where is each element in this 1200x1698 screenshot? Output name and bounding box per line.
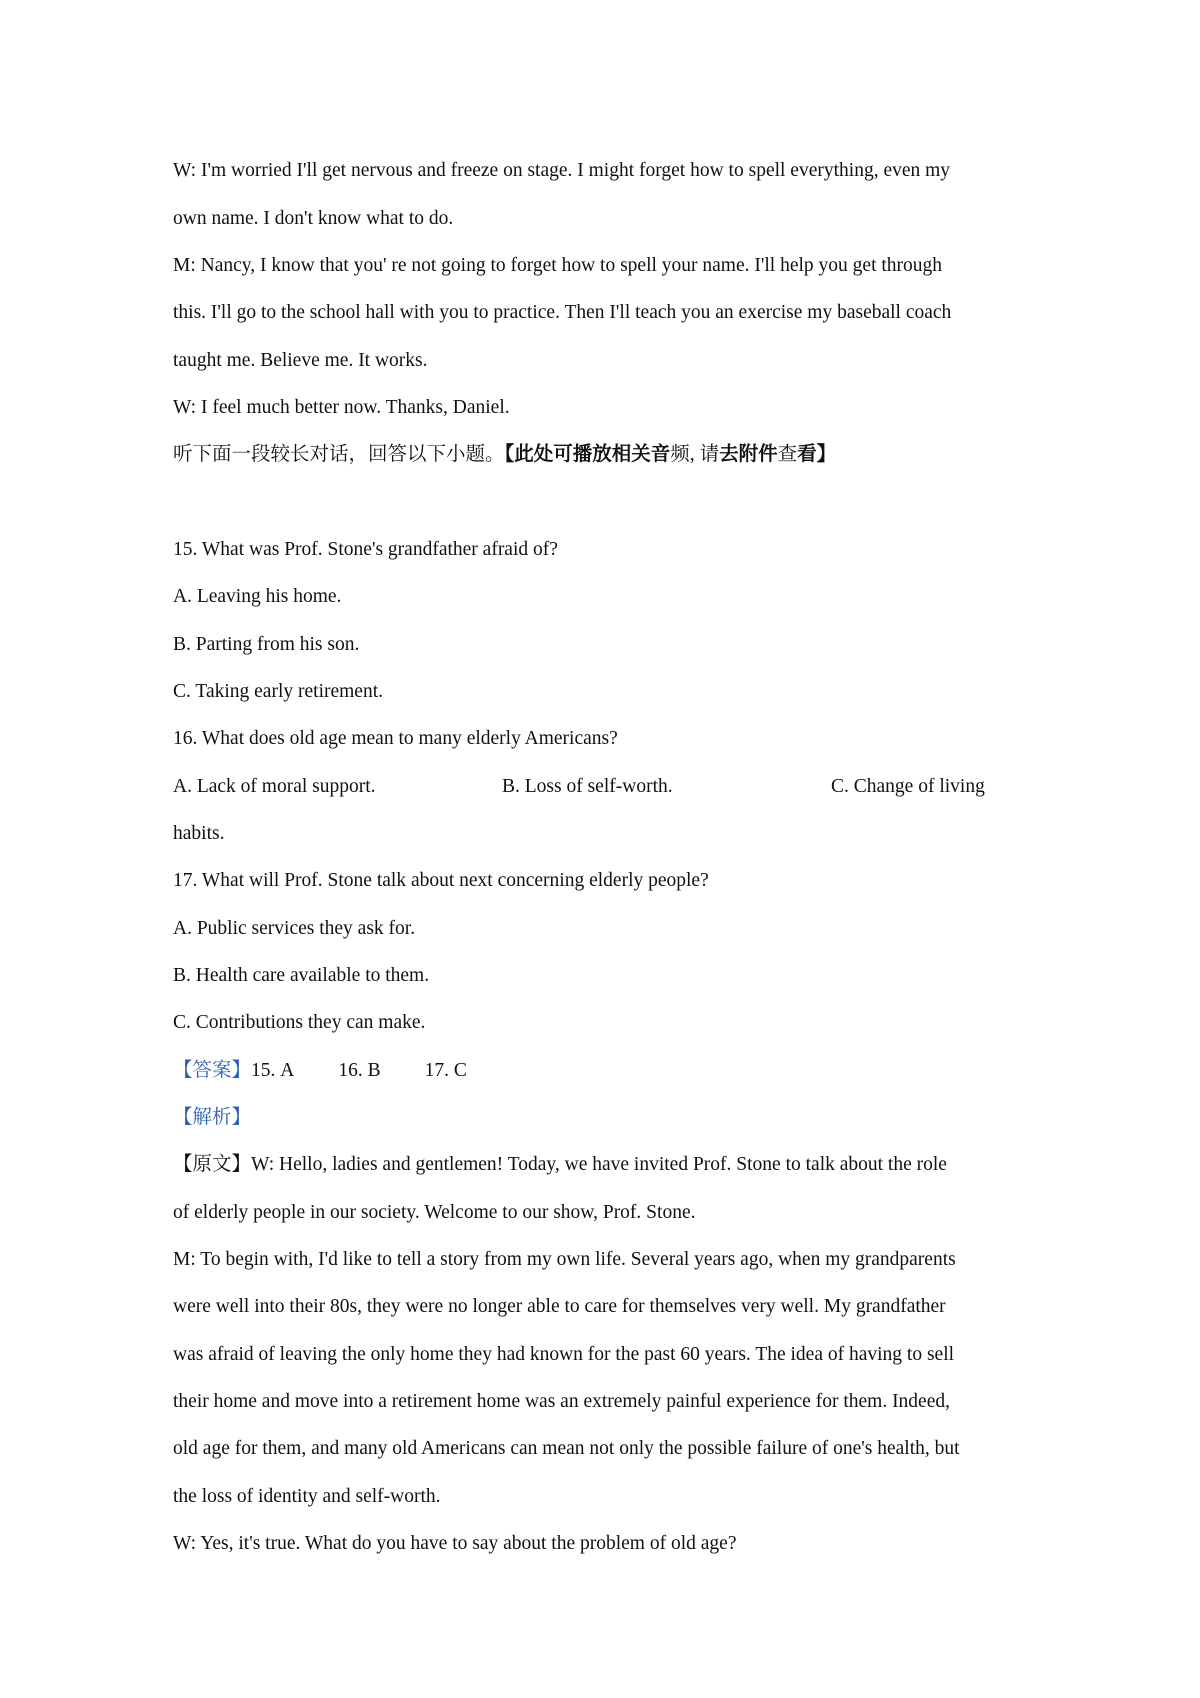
- analysis-label: 【解析】: [173, 1107, 252, 1128]
- question-16-option-a: A. Lack of moral support.: [173, 776, 376, 797]
- question-17-option-a: A. Public services they ask for.: [173, 918, 416, 939]
- answer-label: 【答案】: [173, 1060, 252, 1081]
- transcript-line: were well into their 80s, they were no longer able to care for themselves very well. My grandfather: [173, 1296, 946, 1317]
- transcript-line: was afraid of leaving the only home they had known for the past 60 years. The idea of having to sell: [173, 1344, 955, 1365]
- audio-note-m2: 请: [694, 444, 720, 465]
- question-16-stem: 16. What does old age mean to many elderly Americans?: [173, 728, 618, 749]
- transcript-text: W: Hello, ladies and gentlemen! Today, we have invited Prof. Stone to talk about the role: [251, 1154, 947, 1175]
- answer-line: [173, 1057, 467, 1085]
- question-16-option-b: B. Loss of self-worth.: [502, 776, 673, 797]
- audio-note-b3: 看】: [797, 444, 837, 465]
- dialogue-line: M: Nancy, I know that you' re not going to forget how to spell your name. I'll help you get through: [173, 255, 943, 276]
- question-15-option-b: B. Parting from his son.: [173, 634, 360, 655]
- audio-note-b2: 去附件: [719, 444, 778, 465]
- question-17-option-c: C. Contributions they can make.: [173, 1012, 426, 1033]
- audio-note-m1: 频,: [670, 444, 695, 465]
- dialogue-line: W: I feel much better now. Thanks, Daniel.: [173, 397, 510, 418]
- listening-instruction: [173, 441, 836, 469]
- dialogue-line: taught me. Believe me. It works.: [173, 350, 428, 371]
- transcript-label: 【原文】: [173, 1154, 252, 1175]
- answer-16: 16. B: [338, 1060, 381, 1081]
- question-17-stem: 17. What will Prof. Stone talk about next concerning elderly people?: [173, 870, 709, 891]
- question-17-option-b: B. Health care available to them.: [173, 965, 430, 986]
- transcript-line: the loss of identity and self-worth.: [173, 1486, 441, 1507]
- question-15-stem: 15. What was Prof. Stone's grandfather afraid of?: [173, 539, 558, 560]
- question-16-option-c-continued: habits.: [173, 823, 225, 844]
- question-16-option-c: C. Change of living: [831, 776, 985, 797]
- instruction-text: 听下面一段较长对话，回答以下小题。: [173, 444, 505, 465]
- transcript-line: their home and move into a retirement home was an extremely painful experience for them. Indeed,: [173, 1391, 950, 1412]
- transcript-line: M: To begin with, I'd like to tell a story from my own life. Several years ago, when my grandparents: [173, 1249, 956, 1270]
- question-16-options: [173, 773, 1033, 801]
- question-15-option-a: A. Leaving his home.: [173, 586, 342, 607]
- dialogue-line: own name. I don't know what to do.: [173, 208, 454, 229]
- answer-15: 15. A: [251, 1060, 295, 1081]
- answer-17: 17. C: [424, 1060, 467, 1081]
- transcript-line: of elderly people in our society. Welcome to our show, Prof. Stone.: [173, 1202, 696, 1223]
- question-15-option-c: C. Taking early retirement.: [173, 681, 383, 702]
- dialogue-line: this. I'll go to the school hall with you to practice. Then I'll teach you an exercise my baseball coach: [173, 302, 952, 323]
- audio-note-b1: 可播放相关音: [553, 444, 671, 465]
- audio-note-m3: 查: [777, 444, 798, 465]
- dialogue-line: W: I'm worried I'll get nervous and freeze on stage. I might forget how to spell everything, even my: [173, 160, 951, 181]
- audio-note-open: 【此处: [504, 444, 554, 465]
- transcript-line: W: Yes, it's true. What do you have to say about the problem of old age?: [173, 1533, 737, 1554]
- transcript-line: old age for them, and many old Americans can mean not only the possible failure of one's health, but: [173, 1438, 960, 1459]
- transcript-line-first: [173, 1151, 947, 1179]
